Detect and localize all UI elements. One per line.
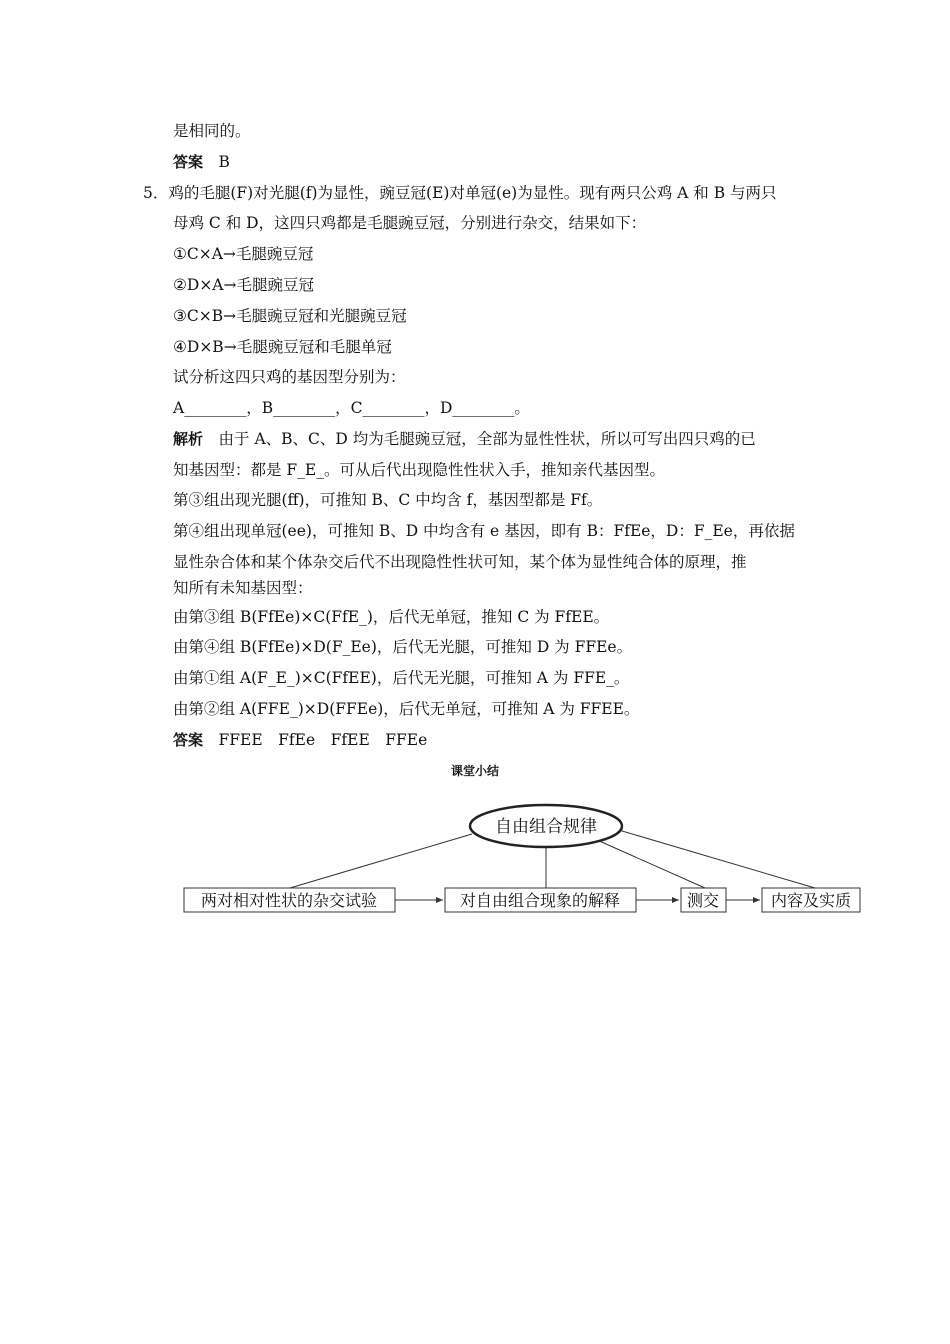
cross-1: ①C×A→毛腿豌豆冠 <box>173 245 314 263</box>
text-line: 由第③组 B(FfEe)×C(FfE_)，后代无单冠，推知 C 为 FfEE。 <box>173 608 610 626</box>
text-line: 知基因型：都是 F_E_。可从后代出现隐性性状入手，推知亲代基因型。 <box>173 461 665 479</box>
analysis-text: 由于 A、B、C、D 均为毛腿豌豆冠，全部为显性性状，所以可写出四只鸡的已 <box>218 430 756 448</box>
text-line: 由第④组 B(FfEe)×D(F_Ee)，后代无光腿，可推知 D 为 FFEe。 <box>173 638 633 656</box>
connector-line <box>612 828 815 888</box>
cross-2: ②D×A→毛腿豌豆冠 <box>173 276 314 294</box>
box-explanation-label: 对自由组合现象的解释 <box>459 891 621 910</box>
connector-line <box>290 834 472 888</box>
summary-title: 课堂小结 <box>450 764 499 778</box>
text-line: 知所有未知基因型： <box>173 579 313 597</box>
cross-4: ④D×B→毛腿豌豆冠和毛腿单冠 <box>173 338 392 356</box>
text-line: 第④组出现单冠(ee)，可推知 B、D 中均含有 e 基因，即有 B：FfEe，D：F_Ee，再依据 <box>173 522 795 540</box>
box-testcross-label: 测交 <box>686 891 720 910</box>
text-line: 试分析这四只鸡的基因型分别为： <box>173 368 406 386</box>
cross-3: ③C×B→毛腿豌豆冠和光腿豌豆冠 <box>173 307 407 325</box>
text-line: 是相同的。 <box>173 122 251 140</box>
box-experiment-label: 两对相对性状的杂交试验 <box>200 891 378 910</box>
text-line: 母鸡 C 和 D，这四只鸡都是毛腿豌豆冠，分别进行杂交，结果如下： <box>173 214 647 232</box>
connector-line <box>597 840 705 888</box>
text-line: 第③组出现光腿(ff)，可推知 B、C 中均含 f，基因型都是 Ff。 <box>173 491 603 509</box>
answer-label: 答案 <box>173 153 204 171</box>
text-line: 显性杂合体和某个体杂交后代不出现隐性性状可知，某个体为显性纯合体的原理，推 <box>173 553 747 571</box>
center-label: 自由组合规律 <box>495 817 597 837</box>
analysis-label: 解析 <box>173 430 204 448</box>
answer-value: FFEE FfEe FfEE FFEe <box>218 731 428 749</box>
blanks-line: A________，B________，C________，D________。 <box>173 399 530 417</box>
text-line: 由第②组 A(FFE_)×D(FFEe)，后代无单冠，可推知 A 为 FFEE。 <box>173 700 640 718</box>
answer-label: 答案 <box>173 731 204 749</box>
box-content-label: 内容及实质 <box>770 891 852 910</box>
question-5: 5．鸡的毛腿(F)对光腿(f)为显性，豌豆冠(E)对单冠(e)为显性。现有两只公鸡 A 和 B 与两只 <box>143 184 777 202</box>
answer-value: B <box>218 153 230 171</box>
text-line: 由第①组 A(F_E_)×C(FfEE)，后代无光腿，可推知 A 为 FFE_。 <box>173 669 630 687</box>
